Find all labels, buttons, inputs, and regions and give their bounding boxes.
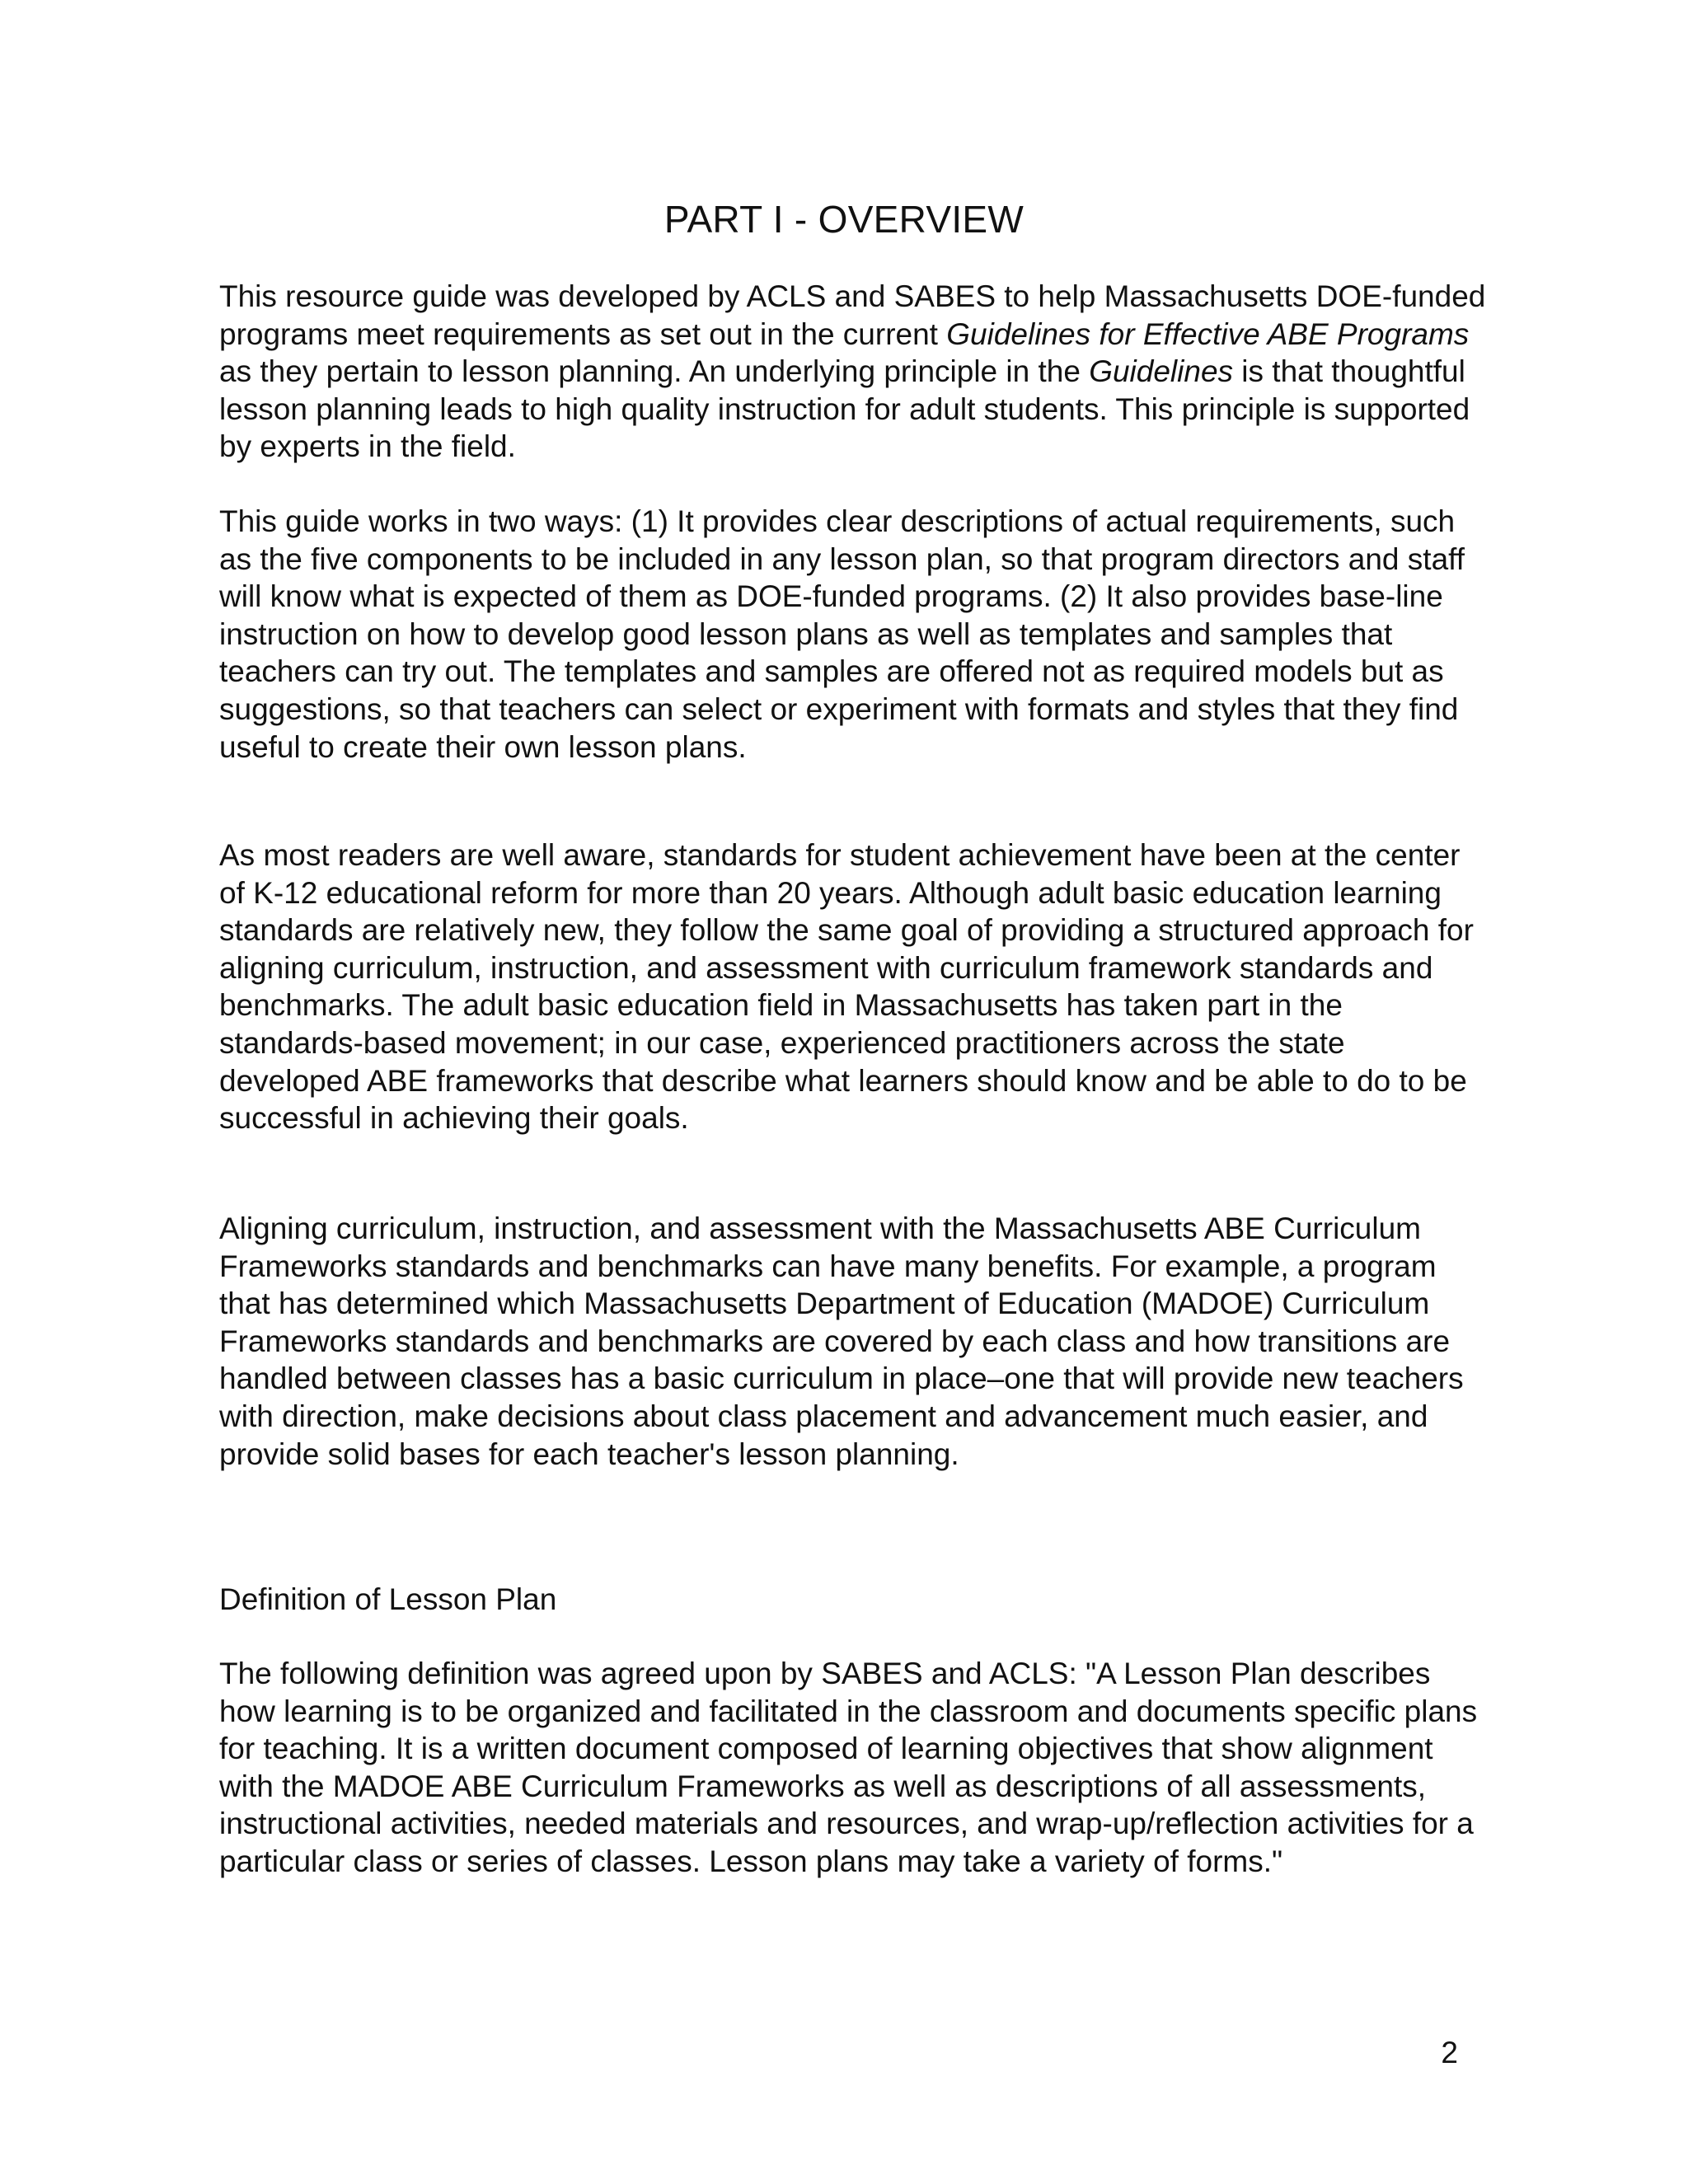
guidelines-title-italic: Guidelines for Effective ABE Programs: [946, 316, 1470, 351]
paragraph-aligning: Aligning curriculum, instruction, and assessment with the Massachusetts ABE Curriculum Frameworks standards and benchmarks can have many benefits. For example, a program that has determined which Massachusetts Department of Education (MADOE) Curriculum Frameworks standards and benchmarks are covered by each class and how transitions are handled between classes has a basic curriculum in place–one that will provide new teachers with direction, make decisions about class placement and advancement much easier, and provide solid bases for each teacher's lesson planning.: [219, 1212, 1464, 1471]
paragraph-intro-text-1: This resource guide was developed by ACLS and SABES to help Massachusetts DOE-funded programs meet requirements as set out in the current: [219, 279, 1486, 351]
page-title: PART I - OVERVIEW: [663, 198, 1025, 241]
paragraph-intro: [219, 278, 1489, 466]
paragraph-standards: As most readers are well aware, standards for student achievement have been at the center of K-12 educational reform for more than 20 years. Although adult basic education learning standards are relatively new, they follow the same goal of providing a structured approach for aligning curriculum, instruction, and assessment with curriculum framework standards and benchmarks. The adult basic education field in Massachusetts has taken part in the standards-based movement; in our case, experienced practitioners across the state developed ABE frameworks that describe what learners should know and be able to do to be successful in achieving their goals.: [219, 838, 1474, 1136]
guidelines-italic: Guidelines: [1089, 354, 1234, 389]
paragraph-intro-text-3: is that thoughtful lesson planning leads to high quality instruction for adult students. This principle is supported by experts in the field.: [219, 354, 1470, 464]
section-heading-definition: Definition of Lesson Plan: [219, 1582, 557, 1616]
paragraph-definition: The following definition was agreed upon by SABES and ACLS: "A Lesson Plan describes how learning is to be organized and facilitated in the classroom and documents specific plans for teaching. It is a written document composed of learning objectives that show alignment with the MADOE ABE Curriculum Frameworks as well as descriptions of all assessments, instructional activities, needed materials and resources, and wrap-up/reflection activities for a particular class or series of classes. Lesson plans may take a variety of forms.": [219, 1657, 1478, 1878]
paragraph-intro-text-2: as they pertain to lesson planning. An underlying principle in the: [219, 354, 1090, 389]
page-number: 2: [1441, 2036, 1458, 2069]
paragraph-two-ways: This guide works in two ways: (1) It provides clear descriptions of actual requirements, such as the five components to be included in any lesson plan, so that program directors and staff will know what is expected of them as DOE-funded programs. (2) It also provides base-line instruction on how to develop good lesson plans as well as templates and samples that teachers can try out. The templates and samples are offered not as required models but as suggestions, so that teachers can select or experiment with formats and styles that they find useful to create their own lesson plans.: [219, 504, 1465, 764]
